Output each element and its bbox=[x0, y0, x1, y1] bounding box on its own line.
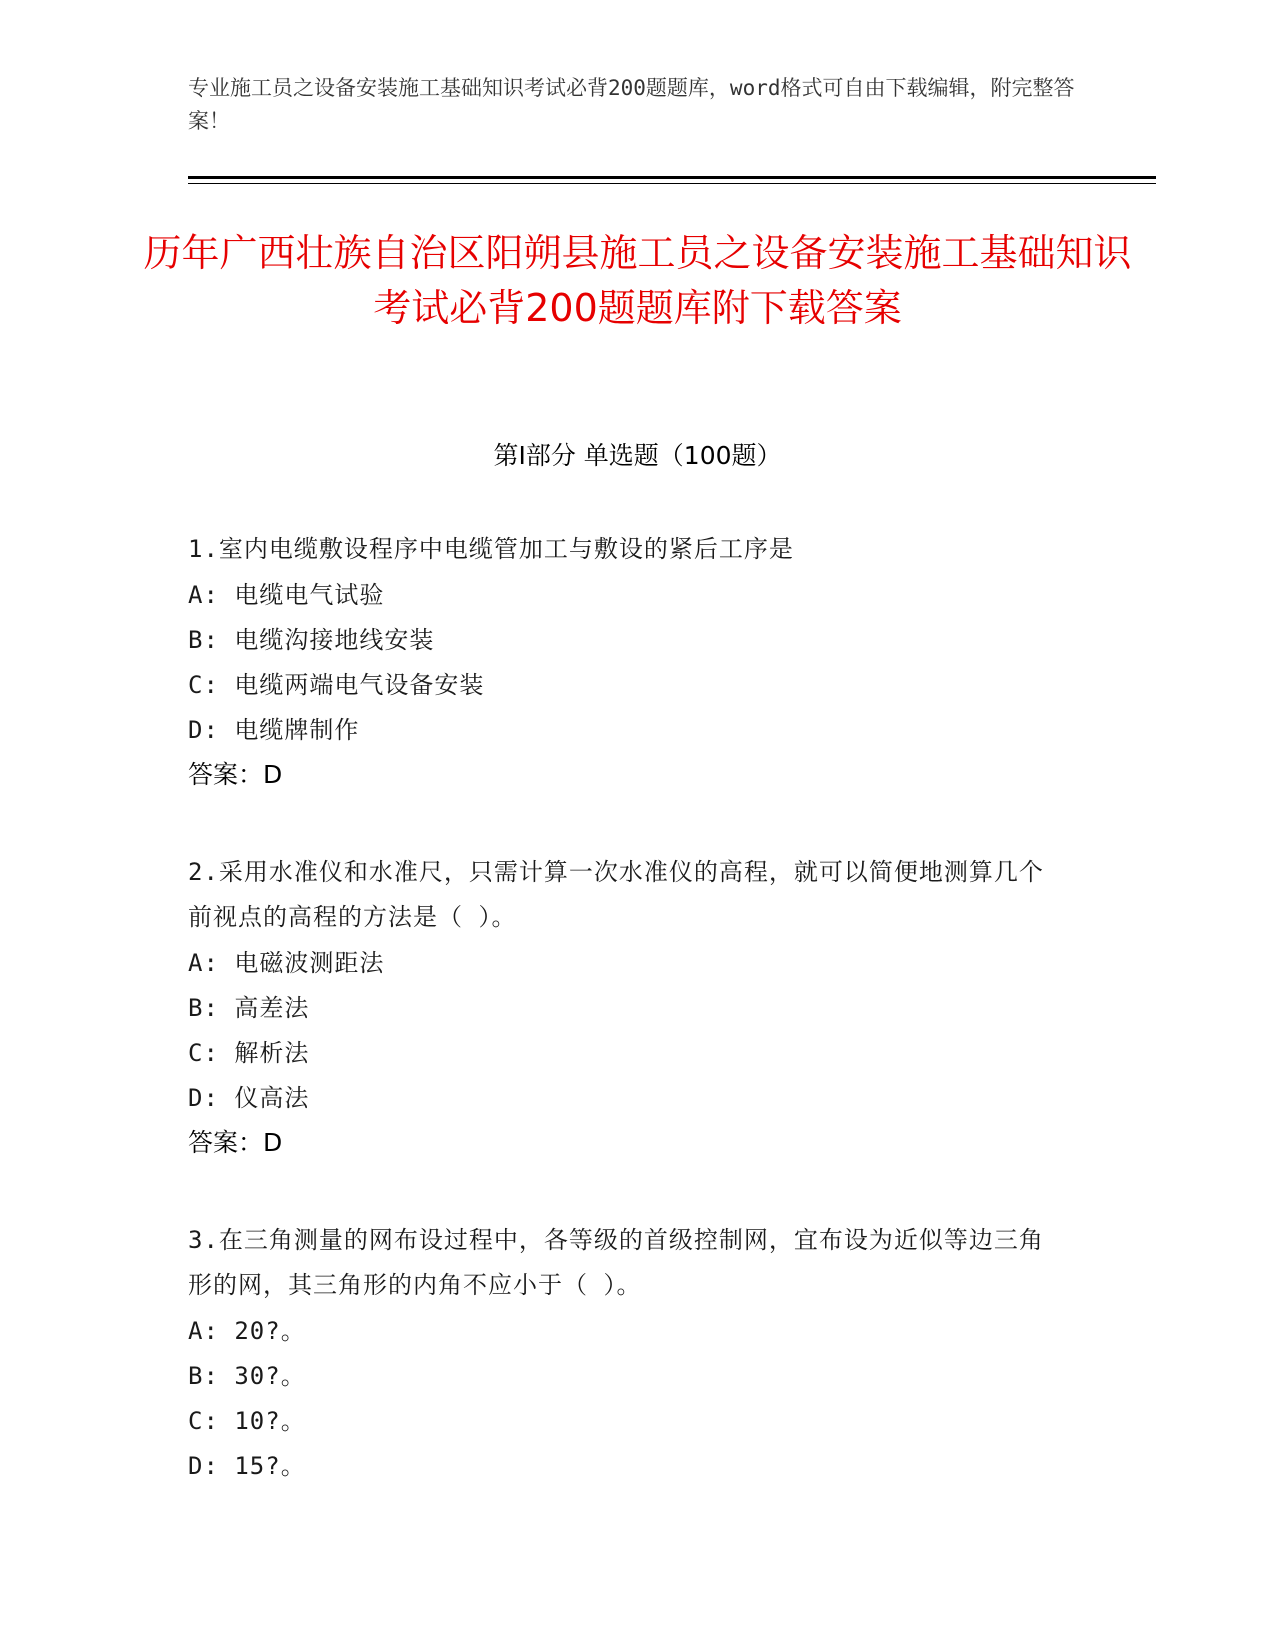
option-d: D: 仪高法 bbox=[188, 1084, 310, 1112]
question-1 bbox=[188, 527, 1068, 798]
header-divider-thick bbox=[188, 176, 1156, 179]
document-title: 历年广西壮族自治区阳朔县施工员之设备安装施工基础知识考试必背200题题库附下载答案 bbox=[143, 231, 1132, 330]
answer: 答案：D bbox=[188, 1128, 283, 1157]
header-divider-thin bbox=[188, 183, 1156, 184]
section-title: 第Ⅰ部分 单选题（100题） bbox=[493, 441, 782, 470]
answer: 答案：D bbox=[188, 760, 283, 789]
option-d: D: 电缆牌制作 bbox=[188, 716, 360, 744]
question-3 bbox=[188, 1218, 1068, 1488]
option-b: B: 电缆沟接地线安装 bbox=[188, 626, 435, 654]
option-c: C: 10?。 bbox=[188, 1407, 306, 1435]
option-a: A: 20?。 bbox=[188, 1317, 306, 1345]
option-c: C: 电缆两端电气设备安装 bbox=[188, 671, 485, 699]
question-list bbox=[188, 527, 1068, 1540]
question-stem: 2.采用水准仪和水准尺，只需计算一次水准仪的高程，就可以简便地测算几个前视点的高程的方法是（ ）。 bbox=[188, 858, 1044, 931]
question-stem: 1.室内电缆敷设程序中电缆管加工与敷设的紧后工序是 bbox=[188, 535, 794, 563]
question-2 bbox=[188, 850, 1068, 1166]
option-b: B: 高差法 bbox=[188, 994, 310, 1022]
option-c: C: 解析法 bbox=[188, 1039, 310, 1067]
option-a: A: 电磁波测距法 bbox=[188, 949, 385, 977]
question-stem: 3.在三角测量的网布设过程中，各等级的首级控制网，宜布设为近似等边三角形的网，其三角形的内角不应小于（ ）。 bbox=[188, 1226, 1044, 1299]
header-note: 专业施工员之设备安装施工基础知识考试必背200题题库，word格式可自由下载编辑，附完整答案！ bbox=[188, 76, 1075, 133]
option-a: A: 电缆电气试验 bbox=[188, 581, 385, 609]
option-d: D: 15?。 bbox=[188, 1452, 306, 1480]
option-b: B: 30?。 bbox=[188, 1362, 306, 1390]
